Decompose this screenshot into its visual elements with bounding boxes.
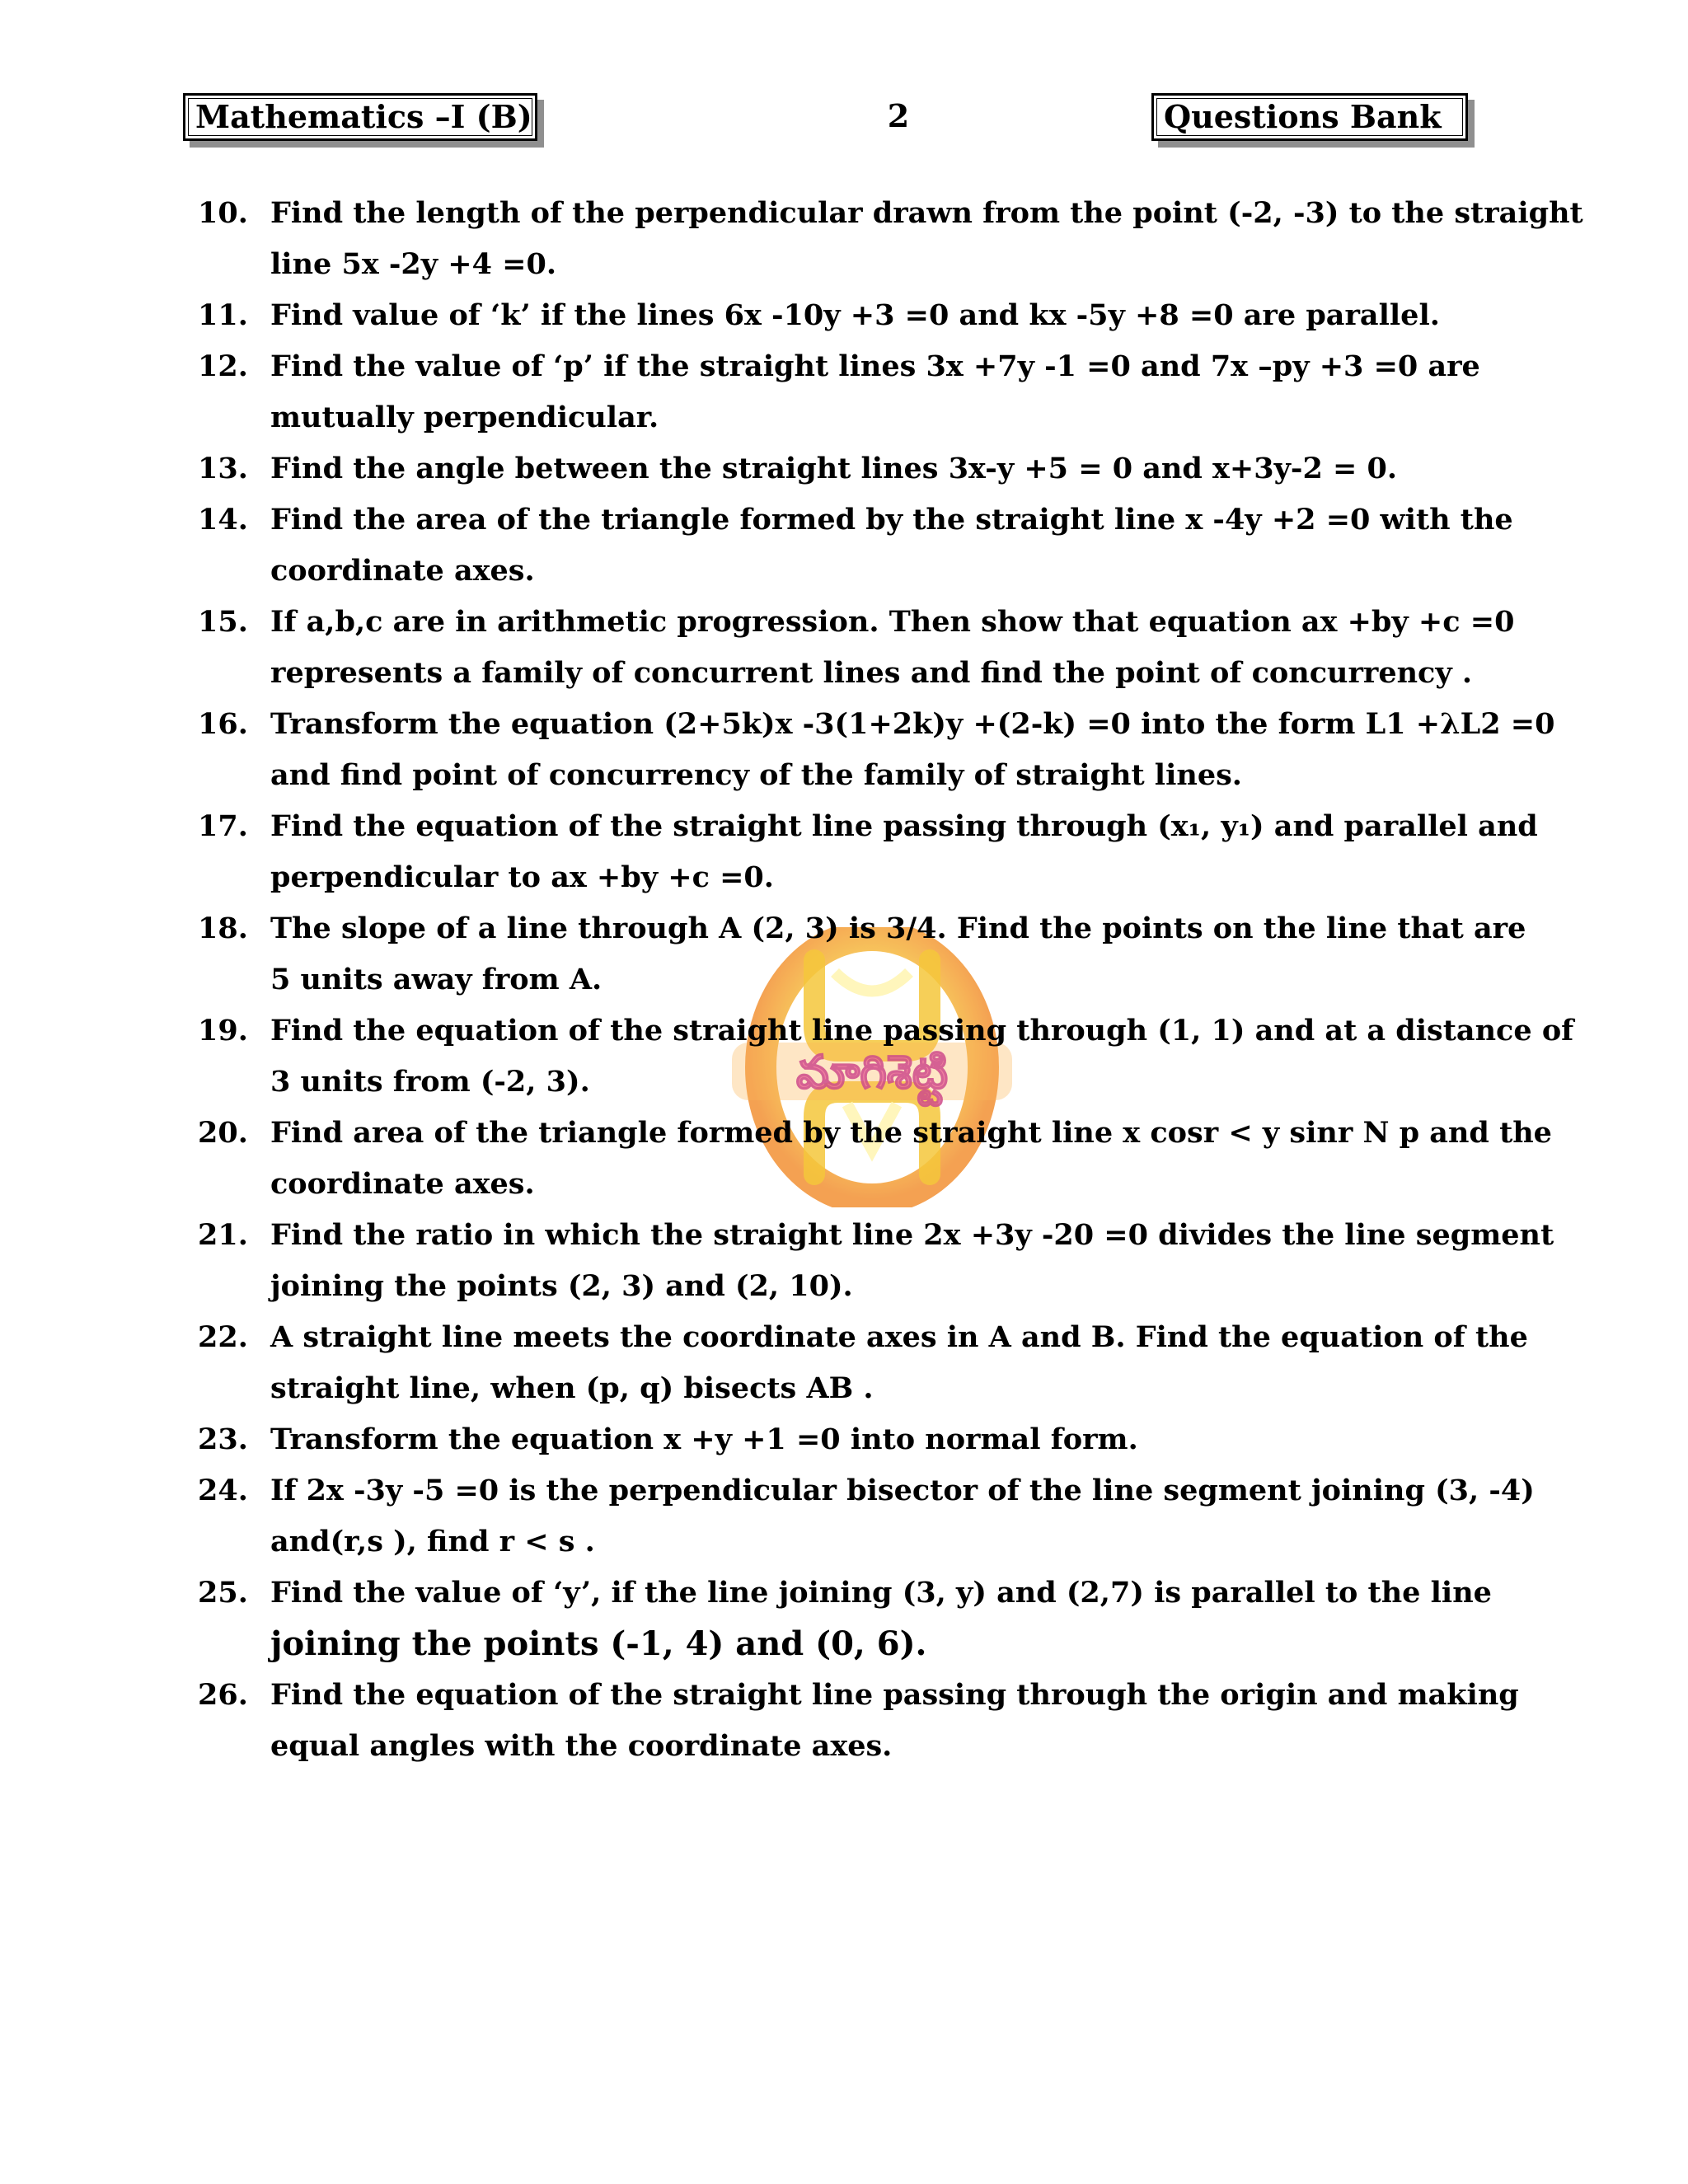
question-number: 12.	[198, 349, 248, 383]
question-line: 3 units from (-2, 3).	[270, 1065, 590, 1099]
question-line: coordinate axes.	[270, 1167, 535, 1201]
question-number: 17.	[198, 809, 248, 843]
question-23	[198, 1414, 1517, 1465]
question-number: 11.	[198, 298, 248, 332]
question-line: and find point of concurrency of the family of straight lines.	[270, 758, 1242, 792]
question-text	[270, 1312, 1528, 1414]
question-number: 25.	[198, 1576, 248, 1610]
question-line: Find area of the triangle formed by the straight line x cosr < y sinr N p and the	[270, 1116, 1552, 1150]
question-21	[198, 1210, 1554, 1312]
question-line: If 2x -3y -5 =0 is the perpendicular bisector of the line segment joining (3, -4)	[270, 1474, 1535, 1507]
question-line: Find the ratio in which the straight line 2x +3y -20 =0 divides the line segment	[270, 1218, 1554, 1252]
question-number: 18.	[198, 912, 248, 945]
question-text	[270, 1670, 1519, 1772]
question-number: 22.	[198, 1320, 248, 1354]
question-22	[198, 1312, 1528, 1414]
question-line: represents a family of concurrent lines and find the point of concurrency .	[270, 656, 1473, 690]
question-line: Find the area of the triangle formed by the straight line x -4y +2 =0 with the	[270, 503, 1513, 537]
question-text	[270, 1108, 1552, 1210]
question-line: joining the points (-1, 4) and (0, 6).	[270, 1624, 927, 1663]
question-text	[270, 1005, 1573, 1108]
question-text	[270, 494, 1517, 597]
question-number: 21.	[198, 1218, 248, 1252]
question-18	[198, 903, 1526, 1005]
question-line: joining the points (2, 3) and (2, 10).	[270, 1269, 853, 1303]
subject-title-box	[183, 93, 537, 141]
question-17	[198, 801, 1538, 903]
question-text	[270, 1568, 1517, 1670]
question-13	[198, 443, 1517, 494]
question-text	[270, 1465, 1535, 1568]
question-text	[270, 1210, 1554, 1312]
question-number: 20.	[198, 1116, 248, 1150]
watermark-text: మాగిశెట్టి	[796, 1046, 948, 1099]
question-number: 23.	[198, 1422, 248, 1456]
question-list	[198, 188, 1583, 1772]
question-20	[198, 1108, 1552, 1210]
questions-bank-box	[1151, 93, 1468, 141]
question-line: and(r,s ), find r < s .	[270, 1525, 595, 1558]
question-26	[198, 1670, 1517, 1772]
question-line: If a,b,c are in arithmetic progression. Then show that equation ax +by +c =0	[270, 605, 1515, 639]
question-line: perpendicular to ax +by +c =0.	[270, 860, 774, 894]
question-10	[198, 188, 1583, 290]
question-line: line 5x -2y +4 =0.	[270, 247, 557, 281]
question-line: mutually perpendicular.	[270, 401, 659, 434]
question-16	[198, 699, 1555, 801]
question-text	[270, 801, 1538, 903]
question-text	[270, 290, 1517, 341]
question-24	[198, 1465, 1535, 1568]
question-number: 13.	[198, 452, 248, 485]
question-number: 19.	[198, 1014, 248, 1047]
question-line: Find the value of ‘p’ if the straight lines 3x +7y -1 =0 and 7x –py +3 =0 are	[270, 349, 1480, 383]
question-line: Find the equation of the straight line passing through (x₁, y₁) and parallel and	[270, 809, 1538, 843]
page-header	[0, 0, 1688, 165]
question-12	[198, 341, 1517, 443]
question-number: 15.	[198, 605, 248, 639]
question-line: Find value of ‘k’ if the lines 6x -10y +3 =0 and kx -5y +8 =0 are parallel.	[270, 298, 1440, 332]
subject-title: Mathematics –I (B)	[195, 98, 532, 135]
question-text	[270, 188, 1583, 290]
question-11	[198, 290, 1517, 341]
page-number: 2	[887, 97, 910, 134]
question-number: 10.	[198, 196, 248, 230]
question-text	[270, 341, 1517, 443]
question-number: 26.	[198, 1678, 248, 1712]
question-line: equal angles with the coordinate axes.	[270, 1729, 893, 1763]
question-25	[198, 1568, 1517, 1670]
question-line: A straight line meets the coordinate axes in A and B. Find the equation of the	[270, 1320, 1528, 1354]
question-number: 24.	[198, 1474, 248, 1507]
question-line: Transform the equation (2+5k)x -3(1+2k)y +(2-k) =0 into the form L1 +λL2 =0	[270, 707, 1555, 741]
question-line: Transform the equation x +y +1 =0 into normal form.	[270, 1422, 1138, 1456]
question-19	[198, 1005, 1574, 1108]
question-text	[270, 1414, 1517, 1465]
question-line: Find the angle between the straight lines 3x-y +5 = 0 and x+3y-2 = 0.	[270, 452, 1398, 485]
question-line: Find the equation of the straight line passing through (1, 1) and at a distance of	[270, 1014, 1574, 1047]
question-text	[270, 903, 1526, 1005]
question-line: Find the length of the perpendicular drawn from the point (-2, -3) to the straight	[270, 196, 1583, 230]
question-number: 16.	[198, 707, 248, 741]
question-text	[270, 597, 1517, 699]
question-line: The slope of a line through A (2, 3) is 3/4. Find the points on the line that are	[270, 912, 1526, 945]
question-number: 14.	[198, 503, 248, 537]
question-line: Find the equation of the straight line passing through the origin and making	[270, 1678, 1519, 1712]
question-line: Find the value of ‘y’, if the line joining (3, y) and (2,7) is parallel to the line	[270, 1576, 1492, 1610]
question-text	[270, 443, 1517, 494]
question-line: straight line, when (p, q) bisects AB .	[270, 1371, 874, 1405]
question-15	[198, 597, 1517, 699]
question-line: coordinate axes.	[270, 554, 535, 588]
questions-bank-title: Questions Bank	[1164, 98, 1442, 135]
question-14	[198, 494, 1517, 597]
question-text	[270, 699, 1555, 801]
question-line: 5 units away from A.	[270, 963, 603, 996]
